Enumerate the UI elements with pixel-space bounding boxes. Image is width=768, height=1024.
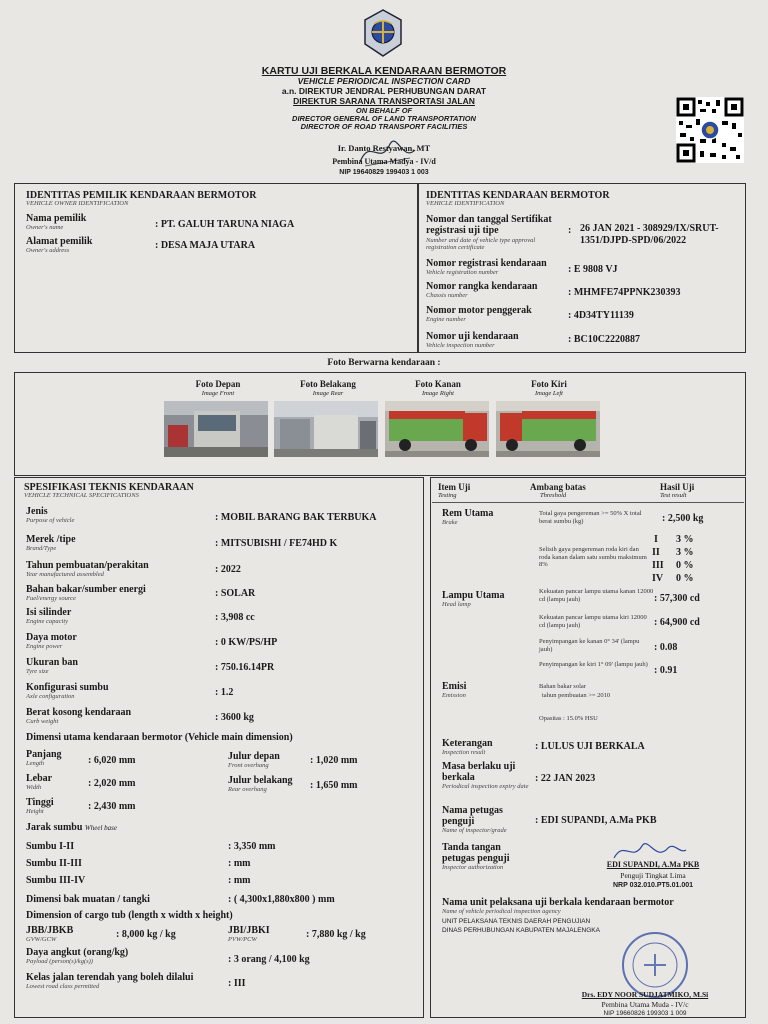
cargo-dim-value: : ( 4,300x1,880x800 ) mm: [228, 894, 335, 905]
result-label: Keterangan: [442, 738, 493, 749]
width-label: Lebar: [26, 773, 53, 784]
card-title: KARTU UJI BERKALA KENDARAAN BERMOTOR: [261, 65, 507, 77]
front-overhang-label: Julur depan: [228, 751, 280, 762]
agency-line-2: DINAS PERHUBUNGAN KABUPATEN MAJALENGKA: [442, 927, 600, 934]
photo-right-label: Foto Kanan: [415, 379, 461, 389]
agency-head-nip: NIP 19660826 199303 1 009: [603, 1010, 687, 1017]
wheelbase-label: Jarak sumbu Wheel base: [26, 822, 117, 833]
height-label: Tinggi: [26, 797, 54, 808]
on-behalf-line: ON BEHALF OF: [355, 106, 413, 115]
vehicle-section-sub: VEHICLE IDENTIFICATION: [426, 200, 505, 207]
brake-diff-threshold: Selisih gaya pengereman roda kiri dan roda kanan dalam satu sumbu maksimum 8%: [539, 546, 647, 568]
owner-identity-box: [14, 183, 418, 353]
payload-value: : 3 orang / 4,100 kg: [228, 954, 310, 965]
inspector-name-label: Nama petugas penguji: [442, 805, 503, 827]
photos-heading: Foto Berwarna kendaraan :: [327, 358, 441, 368]
axle-3-4-label: Sumbu III-IV: [26, 875, 86, 886]
col-result-sub: Test result: [660, 492, 687, 499]
axle-i-value: 3 %: [676, 534, 694, 545]
brake-label: Rem Utama: [442, 508, 494, 519]
chassis-label: Nomor rangka kendaraan: [426, 281, 538, 292]
director-line: DIREKTUR SARANA TRANSPORTASI JALAN: [293, 96, 475, 106]
inspector-sign-sub: Inspector authorization: [442, 864, 504, 871]
inspector-rank: Penguji Tingkat Lima: [620, 871, 686, 880]
photo-rear-label: Foto Belakang: [300, 379, 356, 389]
gvw-value: : 8,000 kg / kg: [116, 929, 176, 940]
spec-capacity-value: : 3,908 cc: [215, 612, 255, 623]
header-divider: [432, 502, 744, 503]
result-sub: Inspection result: [442, 749, 486, 756]
owner-address-sub: Owner's address: [26, 247, 70, 254]
col-threshold-sub: Threshold: [540, 492, 567, 499]
insp-value: : BC10C2220887: [568, 334, 640, 345]
spec-weight-label: Berat kosong kendaraan: [26, 707, 132, 718]
road-class-sub: Lowest road class permitted: [26, 983, 100, 990]
front-overhang-value: : 1,020 mm: [310, 755, 358, 766]
gvw-sub: GVW/GCW: [26, 936, 57, 943]
emblem-logo: [362, 8, 404, 58]
agency-line-1: UNIT PELAKSANA TEKNIS DAERAH PENGUJIAN: [442, 918, 591, 925]
cargo-dim-en-label: Dimension of cargo tub (length x width x height): [26, 910, 233, 921]
photo-rear-sub: Image Rear: [312, 390, 344, 397]
axle-iii-value: 0 %: [676, 560, 694, 571]
headlamp-label: Lampu Utama: [442, 590, 505, 601]
agency-head-rank: Pembina Utama Muda - IV/c: [601, 1000, 689, 1009]
photo-rear: [274, 401, 378, 457]
cargo-dim-label: Dimensi bak muatan / tangki: [26, 894, 150, 905]
front-overhang-sub: Front overhang: [228, 762, 269, 769]
emission-label: Emisi: [442, 681, 467, 692]
road-class-value: : III: [228, 978, 246, 989]
cert-sub: Number and date of vehicle type approval registration certificate: [426, 237, 536, 251]
signer-nip: NIP 19640829 199403 1 003: [339, 169, 429, 176]
spec-brand-value: : MITSUBISHI / FE74HD K: [215, 538, 338, 549]
deviation-left-threshold: Penyimpangan ke kiri 1° 09' (lampu jauh): [539, 661, 648, 668]
axle-iv-label: IV: [652, 573, 664, 584]
signer-rank: Pembina Utama Madya - IV/d: [332, 157, 436, 166]
axle-ii-label: II: [652, 547, 660, 558]
signer-name: Ir. Danto Restyawan, MT: [337, 143, 431, 153]
spec-purpose-sub: Purpose of vehicle: [26, 517, 75, 524]
deviation-left-value: : 0.91: [654, 665, 678, 676]
emission-year: tahun pembuatan >= 2010: [542, 692, 611, 699]
headlamp-left-value: : 64,900 cd: [654, 617, 700, 628]
engine-label: Nomor motor penggerak: [426, 305, 532, 316]
owner-section-sub: VEHICLE OWNER IDENTIFICATION: [26, 200, 129, 207]
spec-brand-label: Merek /tipe: [26, 534, 76, 545]
width-sub: Width: [26, 784, 42, 791]
spec-power-sub: Engine power: [26, 643, 63, 650]
payload-sub: Payload (person(s)/kg(s)): [26, 958, 93, 965]
cert-colon: :: [568, 225, 572, 236]
agency-label: Nama unit pelaksana uji berkala kendaraan bermotor: [442, 897, 674, 908]
spec-year-label: Tahun pembuatan/perakitan: [26, 560, 149, 571]
axle-ii-value: 3 %: [676, 547, 694, 558]
brake-threshold: Total gaya pengereman >= 50% X total berat sumbu (kg): [539, 510, 642, 525]
chassis-value: : MHMFE74PPNK230393: [568, 287, 681, 298]
brake-sub: Brake: [442, 519, 458, 526]
chassis-sub: Chassis number: [426, 292, 468, 299]
width-value: : 2,020 mm: [88, 778, 136, 789]
col-result-label: Hasil Uji: [660, 482, 695, 492]
spec-power-label: Daya motor: [26, 632, 77, 643]
vehicle-section-title: IDENTITAS KENDARAAN BERMOTOR: [426, 190, 610, 201]
inspector-signed-name: EDI SUPANDI, A.Ma PKB: [606, 860, 700, 869]
headlamp-left-threshold: Kekuatan pancar lampu utama kiri 12000 cd (lampu jauh): [539, 614, 647, 629]
expiry-value: : 22 JAN 2023: [535, 773, 596, 784]
spec-section-sub: VEHICLE TECHNICAL SPECIFICATIONS: [24, 492, 139, 499]
photo-right: [385, 401, 489, 457]
photos-box: [14, 372, 746, 476]
photo-right-sub: Image Right: [422, 390, 454, 397]
inspector-nrp: NRP 032.010.PT5.01.001: [612, 882, 694, 889]
owner-address-label: Alamat pemilik: [26, 236, 93, 247]
spec-weight-value: : 3600 kg: [215, 712, 254, 723]
photo-left-sub: Image Left: [535, 390, 563, 397]
inspector-sign-label: Tanda tangan petugas penguji: [442, 842, 510, 864]
spec-brand-sub: Brand/Type: [26, 545, 57, 552]
reg-sub: Vehicle registration number: [426, 269, 499, 276]
headlamp-right-value: : 57,300 cd: [654, 593, 700, 604]
agency-head-name: Drs. EDY NOOR SUDJATMIKO, M.Si: [581, 990, 709, 999]
length-sub: Length: [26, 760, 45, 767]
spec-fuel-label: Bahan bakar/sumber energi: [26, 584, 146, 595]
photo-left: [496, 401, 600, 457]
expiry-sub: Periodical inspection expiry date: [442, 783, 529, 790]
photo-left-label: Foto Kiri: [531, 379, 567, 389]
height-sub: Height: [26, 808, 44, 815]
length-label: Panjang: [26, 749, 62, 760]
spec-power-value: : 0 KW/PS/HP: [215, 637, 278, 648]
reg-label: Nomor registrasi kendaraan: [426, 258, 547, 269]
dg-line: DIRECTOR GENERAL OF LAND TRANSPORTATION: [292, 114, 476, 123]
spec-capacity-label: Isi silinder: [26, 607, 72, 618]
col-threshold-label: Ambang batas: [530, 482, 586, 492]
cert-label: Nomor dan tanggal Sertifikat registrasi uji tipe: [426, 214, 552, 236]
deviation-right-value: : 0.08: [654, 642, 678, 653]
headlamp-sub: Head lamp: [442, 601, 471, 608]
spec-tyre-sub: Tyre size: [26, 668, 49, 675]
axle-2-3-value: : mm: [228, 858, 251, 869]
gvw-label: JBB/JBKB: [26, 925, 74, 936]
axle-1-2-value: : 3,350 mm: [228, 841, 276, 852]
axle-1-2-label: Sumbu I-II: [26, 841, 75, 852]
engine-value: : 4D34TY11139: [568, 310, 634, 321]
emission-sub: Emission: [442, 692, 466, 699]
pvw-value: : 7,880 kg / kg: [306, 929, 366, 940]
col-item-sub: Testing: [438, 492, 457, 499]
cert-value-1: 26 JAN 2021 - 308929/IX/SRUT-: [580, 223, 719, 234]
qr-code: [676, 97, 744, 163]
headlamp-right-threshold: Kekuatan pancar lampu utama kanan 12000 cd (lampu jauh): [539, 588, 654, 603]
dir-line: DIRECTOR OF ROAD TRANSPORT FACILITIES: [300, 122, 468, 131]
spec-axle-label: Konfigurasi sumbu: [26, 682, 109, 693]
spec-section-title: SPESIFIKASI TEKNIS KENDARAAN: [24, 482, 194, 493]
axle-iv-value: 0 %: [676, 573, 694, 584]
payload-label: Daya angkut (orang/kg): [26, 947, 129, 958]
spec-axle-value: : 1.2: [215, 687, 234, 698]
spec-purpose-value: : MOBIL BARANG BAK TERBUKA: [215, 512, 377, 523]
brake-value: : 2,500 kg: [662, 513, 704, 524]
photo-front-sub: Image Front: [201, 390, 235, 397]
spec-fuel-value: : SOLAR: [215, 588, 256, 599]
owner-address-value: : DESA MAJA UTARA: [155, 240, 256, 251]
spec-tyre-value: : 750.16.14PR: [215, 662, 275, 673]
insp-sub: Vehicle inspection number: [426, 342, 495, 349]
spec-capacity-sub: Engine capacity: [26, 618, 69, 625]
spec-purpose-label: Jenis: [26, 506, 48, 517]
photo-front-label: Foto Depan: [195, 379, 241, 389]
owner-section-title: IDENTITAS PEMILIK KENDARAAN BERMOTOR: [26, 190, 257, 201]
engine-sub: Engine number: [426, 316, 466, 323]
an-line: a.n. DIREKTUR JENDRAL PERHUBUNGAN DARAT: [281, 86, 487, 96]
pvw-label: JBI/JBKI: [228, 925, 270, 936]
owner-name-label: Nama pemilik: [26, 213, 87, 224]
inspector-name-value: : EDI SUPANDI, A.Ma PKB: [535, 815, 657, 826]
spec-year-sub: Year manufactured assembled: [26, 571, 104, 578]
owner-name-sub: Owner's name: [26, 224, 64, 231]
spec-fuel-sub: Fuel/energy source: [26, 595, 76, 602]
axle-iii-label: III: [652, 560, 664, 571]
photo-front: [164, 401, 268, 457]
expiry-label: Masa berlaku uji berkala: [442, 761, 516, 783]
card-title-en: VEHICLE PERIODICAL INSPECTION CARD: [297, 76, 471, 86]
spec-weight-sub: Curb weight: [26, 718, 59, 725]
axle-3-4-value: : mm: [228, 875, 251, 886]
col-item-label: Item Uji: [438, 482, 471, 492]
spec-year-value: : 2022: [215, 564, 241, 575]
road-class-label: Kelas jalan terendah yang boleh dilalui: [26, 972, 194, 983]
agency-sub: Name of vehicle periodical inspection agency: [442, 908, 561, 915]
cert-value-2: 1351/DJPD-SPD/06/2022: [580, 235, 687, 246]
result-value: : LULUS UJI BERKALA: [535, 741, 645, 752]
axle-2-3-label: Sumbu II-III: [26, 858, 82, 869]
rear-overhang-label: Julur belakang: [228, 775, 293, 786]
reg-value: : E 9808 VJ: [568, 264, 618, 275]
rear-overhang-sub: Rear overhang: [228, 786, 267, 793]
spec-tyre-label: Ukuran ban: [26, 657, 78, 668]
emission-opacity: Opasitas : 15.0% HSU: [539, 715, 598, 722]
axle-i-label: I: [654, 534, 658, 545]
length-value: : 6,020 mm: [88, 755, 136, 766]
height-value: : 2,430 mm: [88, 801, 136, 812]
insp-label: Nomor uji kendaraan: [426, 331, 519, 342]
inspector-name-sub: Name of inspector/grade: [442, 827, 507, 834]
dim-heading: Dimensi utama kendaraan bermotor (Vehicle main dimension): [26, 732, 293, 743]
emission-fuel: Bahan bakar solar: [539, 683, 586, 690]
deviation-right-threshold: Penyimpangan ke kanan 0° 34' (lampu jauh): [539, 638, 640, 653]
pvw-sub: PVW/PCW: [228, 936, 257, 943]
owner-name-value: : PT. GALUH TARUNA NIAGA: [155, 219, 295, 230]
spec-axle-sub: Axle configuration: [26, 693, 75, 700]
rear-overhang-value: : 1,650 mm: [310, 780, 358, 791]
